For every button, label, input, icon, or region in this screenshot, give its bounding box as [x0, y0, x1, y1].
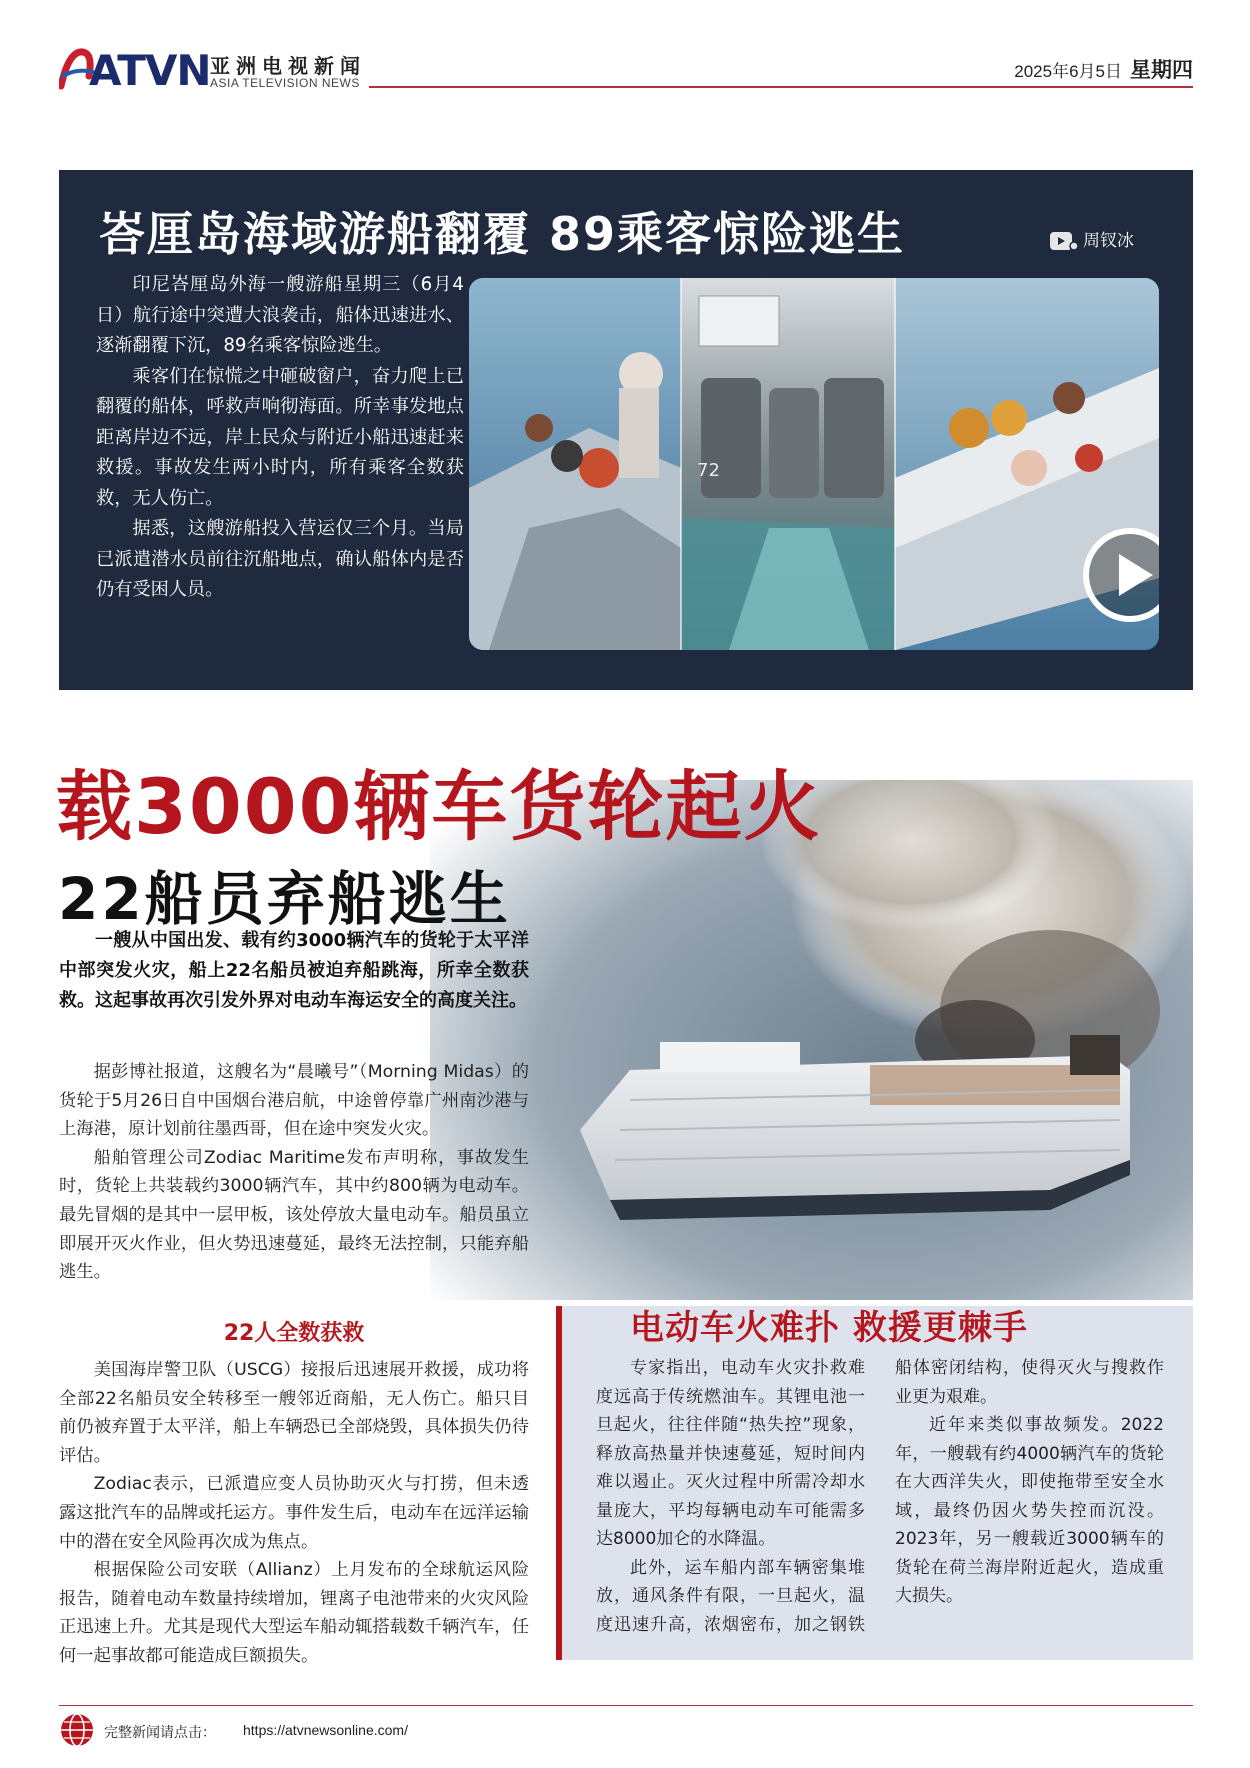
video-camera-icon [1049, 230, 1079, 252]
paragraph: 印尼峇厘岛外海一艘游船星期三（6月4日）航行途中突遭大浪袭击，船体迅速进水、逐渐翻覆下沉，89名乘客惊险逃生。 [96, 274, 464, 356]
header-divider [369, 86, 1193, 88]
video-collage-image [469, 278, 1159, 650]
paragraph: 美国海岸警卫队（USCG）接报后迅速展开救援，成功将全部22名船员安全转移至一艘邻近商船，无人伤亡。船只目前仍被弃置于太平洋，船上车辆恐已全部烧毁，具体损失仍待评估。 [59, 1360, 529, 1466]
paragraph: 乘客们在惊慌之中砸破窗户，奋力爬上已翻覆的船体，呼救声响彻海面。所幸事发地点距离岸边不远，岸上民众与附近小船迅速赶来救援。事故发生两小时内，所有乘客全数获救，无人伤亡。 [96, 365, 464, 509]
bali-story-title: 峇厘岛海域游船翻覆 89乘客惊险逃生 [99, 207, 906, 261]
byline-name: 周钗冰 [1083, 231, 1134, 251]
cargo-ship-body [59, 1058, 529, 1287]
video-thumbnail[interactable] [469, 278, 1159, 650]
ev-fire-body [596, 1354, 1164, 1639]
footer-label: 完整新闻请点击： [104, 1725, 216, 1741]
paragraph: 船舶管理公司Zodiac Maritime发布声明称，事故发生时，货轮上共装载约3000辆汽车，其中约800辆为电动车。最先冒烟的是其中一层甲板，该处停放大量电动车。船员虽立即展开灭火作业，但火势迅速蔓延，最终无法控制，只能弃船逃生。 [59, 1147, 529, 1283]
play-icon[interactable] [1081, 526, 1159, 624]
globe-icon [59, 1712, 95, 1748]
paragraph: 专家指出，电动车火灾扑救难度远高于传统燃油车。其锂电池一旦起火，往往伴随“热失控”现象，释放高热量并快速蔓延，短时间内难以遏止。灭火过程中所需冷却水量庞大，平均每辆电动车可能需多达8000加仑的水降温。 [596, 1358, 865, 1549]
bali-story-box [59, 170, 1193, 690]
footer-divider [59, 1705, 1193, 1706]
cargo-ship-headline: 载3000辆车货轮起火 [56, 762, 822, 851]
logo-text: ATVN [89, 46, 211, 95]
paragraph: 据悉，这艘游船投入营运仅三个月。当局已派遣潜水员前往沉船地点，确认船体内是否仍有受困人员。 [96, 518, 464, 600]
paragraph: Zodiac表示，已派遣应变人员协助灭火与打捞，但未透露这批汽车的品牌或托运方。事件发生后，电动车在远洋运输中的潜在安全风险再次成为焦点。 [59, 1474, 529, 1552]
paragraph: 根据保险公司安联（Allianz）上月发布的全球航运风险报告，随着电动车数量持续增加，锂离子电池带来的火灾风险正迅速上升。尤其是现代大型运车船动辄搭载数千辆汽车，任何一起事故都可能造成巨额损失。 [59, 1560, 529, 1666]
date-text: 2025年6月5日 [1014, 62, 1122, 81]
bali-story-body [96, 270, 464, 606]
section-title-ev-fire: 电动车火难扑 救援更棘手 [630, 1308, 1028, 1348]
issue-date [1014, 54, 1193, 84]
paragraph: 此外，运车船内部车辆密集堆放，通风条件有限，一旦起火，温度迅速升高，浓烟密布，加之钢铁船体密闭结构，使得灭火与搜救作业更为艰难。 [596, 1358, 1164, 1635]
paragraph: 据彭博社报道，这艘名为“晨曦号”（Morning Midas）的货轮于5月26日自中国烟台港启航，中途曾停靠广州南沙港与上海港，原计划前往墨西哥，但在途中突发火灾。 [59, 1062, 529, 1140]
cargo-ship-subheadline: 22船员弃船逃生 [58, 865, 511, 933]
section-title-rescue: 22人全数获救 [223, 1321, 365, 1346]
brand-name-chinese: 亚洲电视新闻 [210, 54, 366, 78]
footer-link[interactable]: https://atvnewsonline.com/ [243, 1722, 408, 1738]
brand-name-english: ASIA TELEVISION NEWS [210, 76, 360, 90]
rescue-section-body [59, 1356, 529, 1671]
burning-ship-photo [430, 780, 1193, 1300]
paragraph: 近年来类似事故频发。2022年，一艘载有约4000辆汽车的货轮在大西洋失火，即使拖带至安全水域，最终仍因火势失控而沉没。2023年，另一艘载近3000辆车的货轮在荷兰海岸附近起火，造成重大损失。 [895, 1415, 1164, 1606]
weekday-text: 星期四 [1130, 58, 1193, 82]
cargo-ship-lead [59, 926, 529, 1016]
seat-number: 72 [697, 460, 720, 481]
byline [1049, 226, 1134, 252]
sidebar-accent-bar [556, 1306, 562, 1660]
masthead [59, 46, 1193, 96]
lead-paragraph: 一艘从中国出发、载有约3000辆汽车的货轮于太平洋中部突发火灾，船上22名船员被迫弃船跳海，所幸全数获救。这起事故再次引发外界对电动车海运安全的高度关注。 [59, 930, 529, 1011]
